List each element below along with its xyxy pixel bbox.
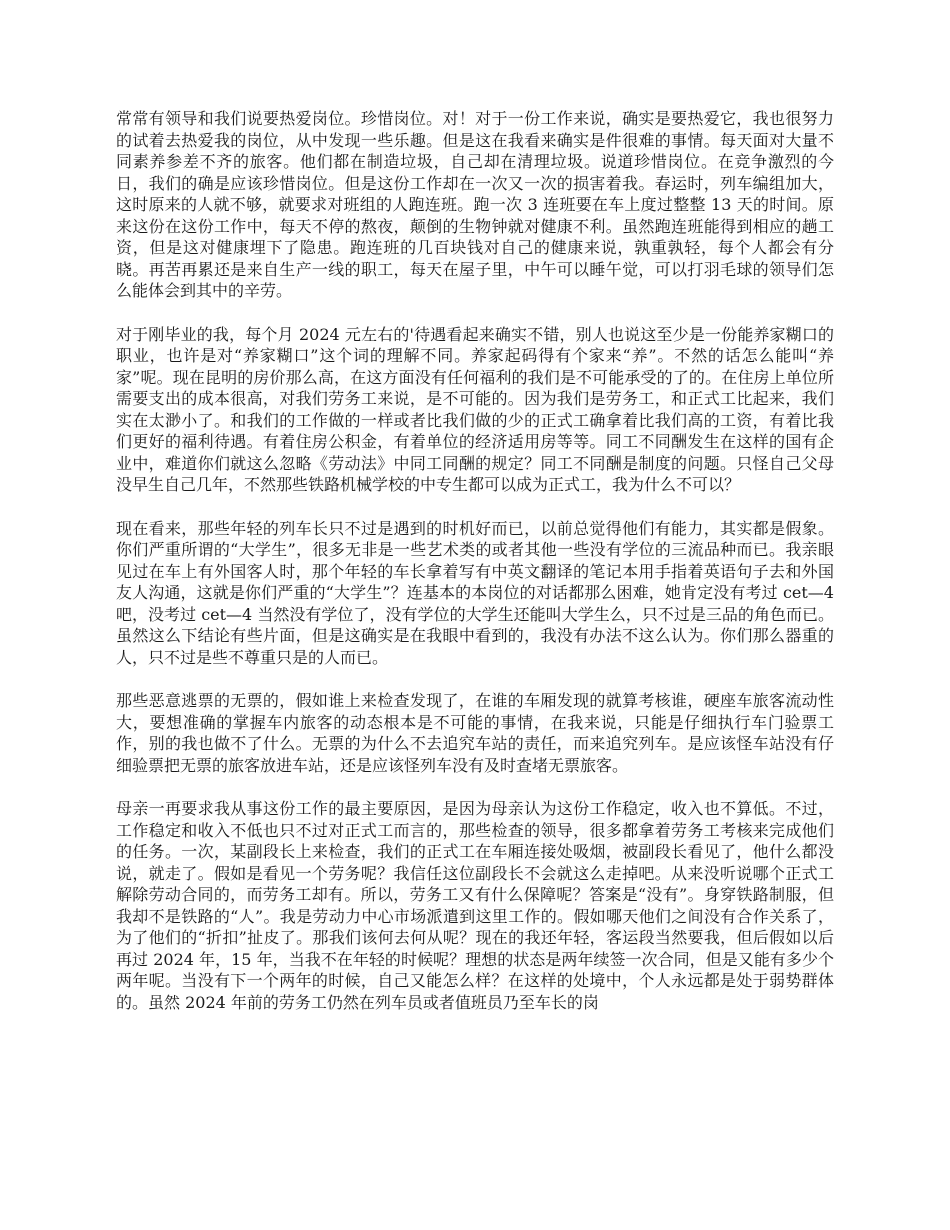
paragraph-1: 常常有领导和我们说要热爱岗位。珍惜岗位。对！对于一份工作来说，确实是要热爱它，我也很努力的试着去热爱我的岗位，从中发现一些乐趣。但是这在我看来确实是件很难的事情。每天面对大量不同素养参差不齐的旅客。他们都在制造垃圾，自己却在清理垃圾。说道珍惜岗位。在竞争激烈的今日，我们的确是应该珍惜岗位。但是这份工作却在一次又一次的损害着我。春运时，列车编组加大，这时原来的人就不够，就要求对班组的人跑连班。跑一次 3 连班要在车上度过整整 13 天的时间。原来这份在这份工作中，每天不停的熬夜，颠倒的生物钟就对健康不利。虽然跑连班能得到相应的趟工资，但是这对健康埋下了隐患。跑连班的几百块钱对自己的健康来说，孰重孰轻，每个人都会有分晓。再苦再累还是来自生产一线的职工，每天在屋子里，中午可以睡午觉，可以打羽毛球的领导们怎么能体会到其中的辛劳。: [116, 109, 834, 300]
document-body: [116, 108, 834, 1013]
paragraph-4: 那些恶意逃票的无票的，假如谁上来检查发现了，在谁的车厢发现的就算考核谁，硬座车旅客流动性大，要想准确的掌握车内旅客的动态根本是不可能的事情，在我来说，只能是仔细执行车门验票工作，别的我也做不了什么。无票的为什么不去追究车站的责任，而来追究列车。是应该怪车站没有仔细验票把无票的旅客放进车站，还是应该怪列车没有及时查堵无票旅客。: [116, 691, 834, 775]
paragraph-5: 母亲一再要求我从事这份工作的最主要原因，是因为母亲认为这份工作稳定，收入也不算低。不过，工作稳定和收入不低也只不过对正式工而言的，那些检查的领导，很多都拿着劳务工考核来完成他们的任务。一次，某副段长上来检查，我们的正式工在车厢连接处吸烟，被副段长看见了，他什么都没说，就走了。假如是看见一个劳务呢？我信任这位副段长不会就这么走掉吧。从来没听说哪个正式工解除劳动合同的，而劳务工却有。所以，劳务工又有什么保障呢？答案是“没有”。身穿铁路制服，但我却不是铁路的“人”。我是劳动力中心市场派遣到这里工作的。假如哪天他们之间没有合作关系了，为了他们的“折扣”扯皮了。那我们该何去何从呢？现在的我还年轻，客运段当然要我，但后假如以后再过 2024 年，15 年，当我不在年轻的时候呢？理想的状态是两年续签一次合同，但是又能有多少个两年呢。当没有下一个两年的时候，自己又能怎么样？在这样的处境中，个人永远都是处于弱势群体的。虽然 2024 年前的劳务工仍然在列车员或者值班员乃至车长的岗: [116, 799, 834, 1012]
paragraph-2: 对于刚毕业的我，每个月 2024 元左右的'待遇看起来确实不错，别人也说这至少是一份能养家糊口的职业，也许是对“养家糊口”这个词的理解不同。养家起码得有个家来“养”。不然的话怎么能叫“养家”呢。现在昆明的房价那么高，在这方面没有任何福利的我们是不可能承受的了的。在住房上单位所需要支出的成本很高，对我们劳务工来说，是不可能的。因为我们是劳务工，和正式工比起来，我们实在太渺小了。和我们的工作做的一样或者比我们做的少的正式工确拿着比我们高的工资，有着比我们更好的福利待遇。有着住房公积金，有着单位的经济适用房等等。同工不同酬发生在这样的国有企业中，难道你们就这么忽略《劳动法》中同工同酬的规定？同工不同酬是制度的问题。只怪自己父母没早生自己几年，不然那些铁路机械学校的中专生都可以成为正式工，我为什么不可以？: [116, 324, 834, 494]
paragraph-3: 现在看来，那些年轻的列车长只不过是遇到的时机好而已，以前总觉得他们有能力，其实都是假象。你们严重所谓的“大学生”，很多无非是一些艺术类的或者其他一些没有学位的三流品种而已。我亲眼见过在车上有外国客人时，那个年轻的车长拿着写有中英文翻译的笔记本用手指着英语句子去和外国友人沟通，这就是你们严重的“大学生”？连基本的本岗位的对话都那么困难，她肯定没有考过 cet—4 吧，没考过 cet—4 当然没有学位了，没有学位的大学生还能叫大学生么，只不过是三品的角色而已。虽然这么下结论有些片面，但是这确实是在我眼中看到的，我没有办法不这么认为。你们那么器重的人，只不过是些不尊重只是的人而已。: [116, 518, 834, 667]
